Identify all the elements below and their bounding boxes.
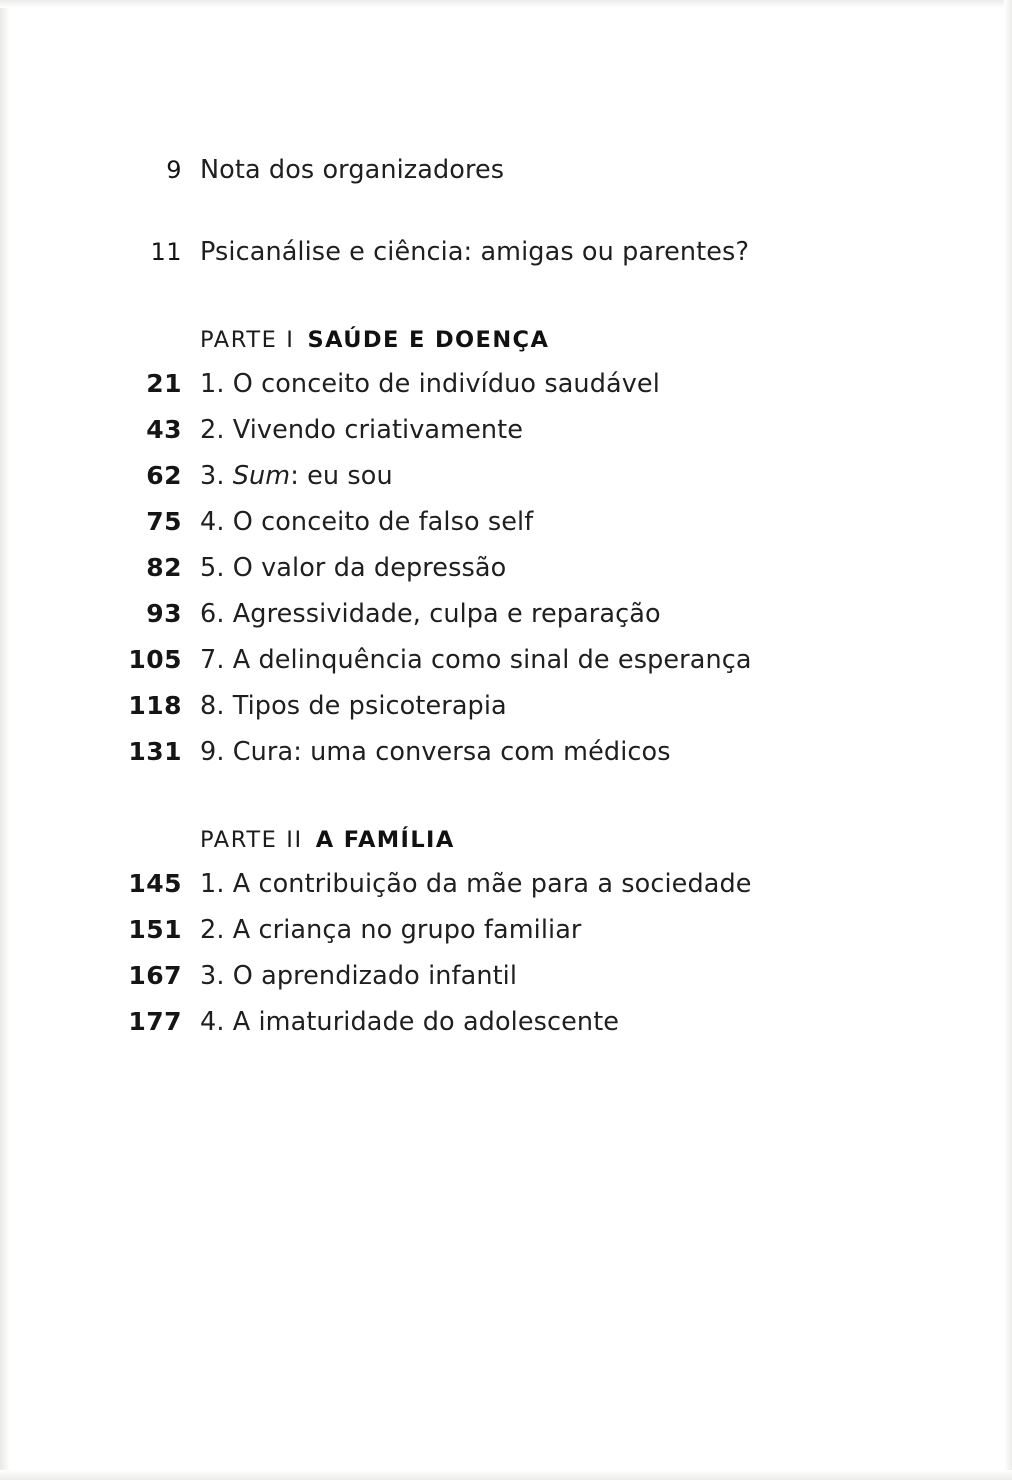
toc-part-title: SAÚDE E DOENÇA <box>307 327 550 353</box>
toc-page-number: 11 <box>150 238 182 266</box>
page-edge-shadow-left <box>0 0 10 1480</box>
toc-part-title: A FAMÍLIA <box>315 827 455 853</box>
toc-entry-title: 8. Tipos de psicoterapia <box>200 691 507 721</box>
table-of-contents <box>110 155 870 1037</box>
toc-entry-title: 1. A contribuição da mãe para a sociedade <box>200 869 752 899</box>
toc-part-heading <box>110 327 870 353</box>
toc-page-number: 118 <box>128 691 182 720</box>
toc-entry-title: 7. A delinquência como sinal de esperança <box>200 645 752 675</box>
toc-entry-title <box>200 461 393 491</box>
toc-entry-title-prefix: 3. <box>200 461 233 491</box>
toc-entry-title: 2. A criança no grupo familiar <box>200 915 582 945</box>
toc-entry[interactable] <box>110 155 870 185</box>
toc-page-number: 177 <box>128 1007 182 1036</box>
page-edge-shadow-top <box>0 0 1012 8</box>
toc-entry-title: 5. O valor da depressão <box>200 553 507 583</box>
toc-entry[interactable] <box>110 415 870 445</box>
toc-entry[interactable] <box>110 599 870 629</box>
toc-page-number: 167 <box>128 961 182 990</box>
toc-part-section <box>110 327 870 767</box>
toc-entry[interactable] <box>110 1007 870 1037</box>
toc-entry[interactable] <box>110 553 870 583</box>
toc-entry[interactable] <box>110 691 870 721</box>
toc-page-number: 21 <box>146 369 182 398</box>
toc-page-number: 145 <box>128 869 182 898</box>
toc-entry[interactable] <box>110 915 870 945</box>
toc-part-section <box>110 827 870 1037</box>
toc-entry-title: 6. Agressividade, culpa e reparação <box>200 599 661 629</box>
toc-part-label: PARTE I <box>200 327 295 353</box>
toc-part-label: PARTE II <box>200 827 303 853</box>
toc-entry-title: 2. Vivendo criativamente <box>200 415 524 445</box>
toc-entry-title-italic: Sum <box>232 461 291 491</box>
toc-entry[interactable] <box>110 461 870 491</box>
toc-entry[interactable] <box>110 507 870 537</box>
toc-page-number: 131 <box>128 737 182 766</box>
toc-entry-title: 9. Cura: uma conversa com médicos <box>200 737 671 767</box>
toc-page-number: 93 <box>146 599 182 628</box>
toc-entry-title: Psicanálise e ciência: amigas ou parentes? <box>200 237 750 267</box>
toc-page-number: 75 <box>146 507 182 536</box>
toc-page-number: 43 <box>146 415 182 444</box>
toc-entry-title: 4. A imaturidade do adolescente <box>200 1007 620 1037</box>
toc-page-number: 82 <box>146 553 182 582</box>
toc-entry[interactable] <box>110 645 870 675</box>
toc-page-number: 105 <box>128 645 182 674</box>
toc-entry-title: 3. O aprendizado infantil <box>200 961 518 991</box>
toc-page-number: 9 <box>166 156 182 184</box>
toc-entry-title: Nota dos organizadores <box>200 155 505 185</box>
page-edge-shadow-bottom <box>0 1470 1012 1480</box>
toc-entry[interactable] <box>110 737 870 767</box>
toc-page-number: 62 <box>146 461 182 490</box>
toc-entry[interactable] <box>110 369 870 399</box>
toc-entry[interactable] <box>110 237 870 267</box>
toc-entry-title: 4. O conceito de falso self <box>200 507 534 537</box>
toc-entry[interactable] <box>110 869 870 899</box>
toc-page-number: 151 <box>128 915 182 944</box>
toc-entry-title: 1. O conceito de indivíduo saudável <box>200 369 660 399</box>
toc-part-heading <box>110 827 870 853</box>
toc-entry-title-rest: : eu sou <box>290 461 393 491</box>
toc-entry[interactable] <box>110 961 870 991</box>
page-edge-shadow-right <box>1004 0 1012 1480</box>
